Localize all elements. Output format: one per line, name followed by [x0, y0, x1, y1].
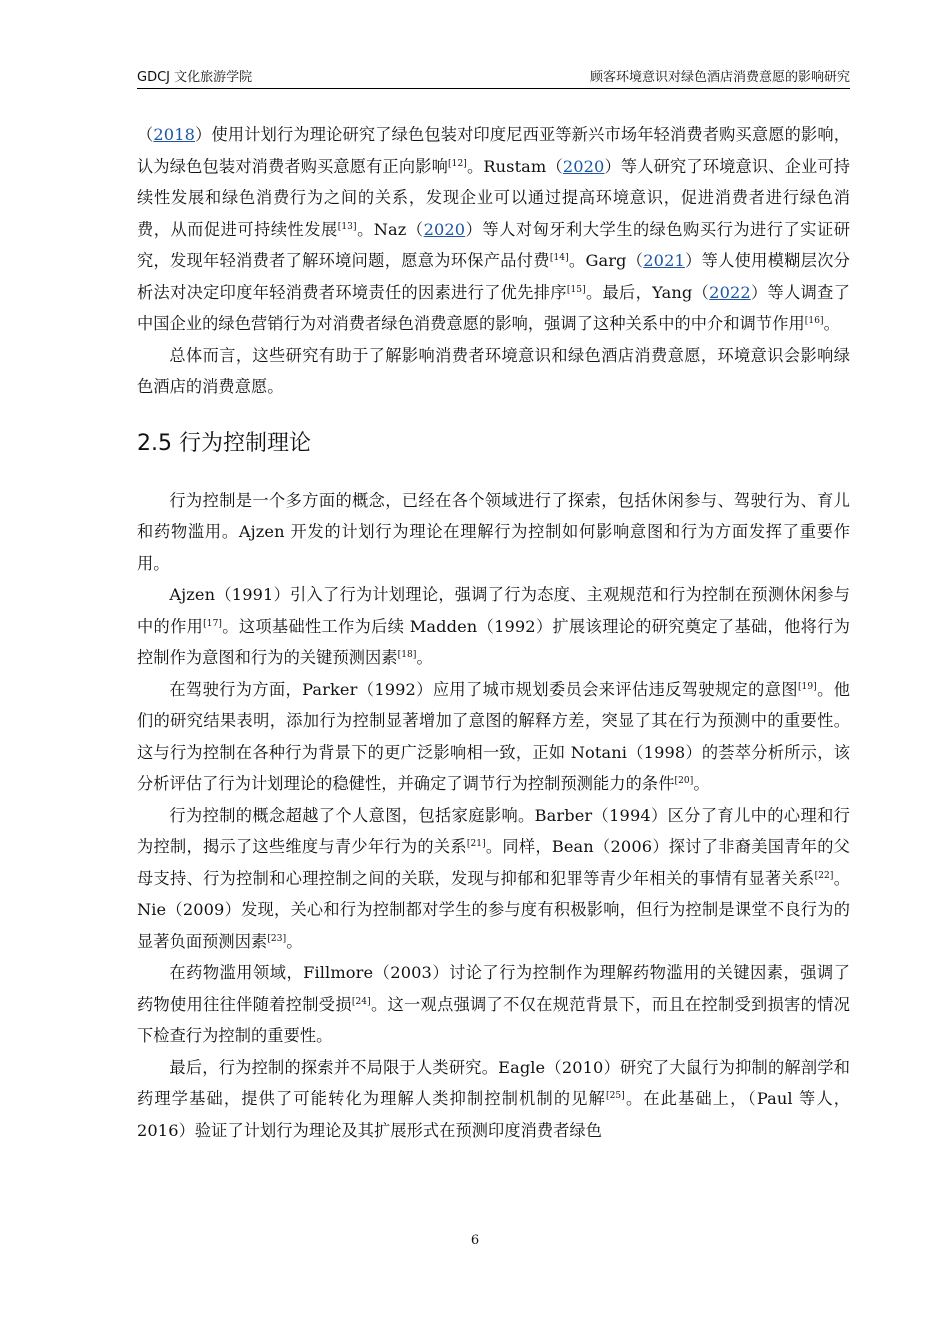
paragraph-7 — [137, 957, 850, 1052]
citation-link-2020a[interactable]: 2020 — [562, 156, 605, 176]
citation-link-2018[interactable]: 2018 — [153, 125, 195, 144]
citation-link-2021[interactable]: 2021 — [643, 251, 685, 270]
reference-14: [14] — [549, 253, 569, 263]
reference-22: [22] — [814, 870, 834, 881]
reference-18: [18] — [397, 650, 417, 660]
text: ）等人使用模糊层次分析法对决定印度年轻消费者环境责任的因素进行了优先排序 — [137, 251, 851, 302]
paragraph-3: 行为控制是一个多方面的概念，已经在各个领域进行了探索，包括休闲参与、驾驶行为、育儿和药物滥用。Ajzen 开发的计划行为理论在理解行为控制如何影响意图和行为方面发挥了重要作用。 — [137, 490, 850, 573]
text: 。 — [823, 314, 840, 333]
text: （ — [137, 125, 154, 144]
text: 在驾驶行为方面，Parker（1992）应用了城市规划委员会来评估违反驾驶规定的意图 — [169, 679, 798, 699]
reference-19: [19] — [797, 681, 817, 692]
text: ）等人对匈牙利大学生的绿色购买行为进行了实证研究，发现年轻消费者了解环境问题，愿意为环保产品付费 — [137, 219, 850, 270]
text: 。Nie（2009）发现，关心和行为控制都对学生的参与度有积极影响，但行为控制是课堂不良行为的显著负面预测因素 — [137, 868, 850, 951]
text: 。Garg（ — [568, 251, 644, 270]
paragraph-2: 总体而言，这些研究有助于了解影响消费者环境意识和绿色酒店消费意愿，环境意识会影响绿色酒店的消费意愿。 — [137, 345, 850, 396]
text: 。最后，Yang（ — [585, 282, 710, 302]
reference-12: [12] — [448, 158, 467, 169]
reference-25: [25] — [606, 1091, 625, 1101]
text: 。同样，Bean（2006）探讨了非裔美国青年的父母支持、行为控制和心理控制之间的关联，发现与抑郁和犯罪等青少年相关的事情有显著关系 — [137, 837, 851, 888]
text: 行为控制的概念超越了个人意图，包括家庭影响。Barber（1994）区分了育儿中的心理和行为控制，揭示了这些维度与青少年行为的关系 — [137, 805, 850, 856]
text: 。这一观点强调了不仅在规范背景下，而且在控制受到损害的情况下检查行为控制的重要性。 — [137, 994, 850, 1045]
text: Ajzen（1991）引入了行为计划理论，强调了行为态度、主观规范和行为控制在预测休闲参与中的作用 — [137, 585, 850, 636]
text: 。他们的研究结果表明，添加行为控制显著增加了意图的解释方差，突显了其在行为预测中的重要性。这与行为控制在各种行为背景下的更广泛影响相一致，正如 Notani（1998）的荟萃分析所示，该分析评估了行为计划理论的稳健性，并确定了调节行为控制预测能力的条件 — [137, 679, 851, 793]
reference-23: [23] — [267, 933, 287, 944]
reference-17: [17] — [203, 618, 223, 629]
section-heading: 2.5 行为控制理论 — [137, 430, 311, 456]
text: 。这项基础性工作为后续 Madden（1992）扩展该理论的研究奠定了基础，他将行为控制作为意图和行为的关键预测因素 — [137, 616, 850, 667]
page-body — [137, 119, 850, 1146]
text: 最后，行为控制的探索并不局限于人类研究。Eagle（2010）研究了大鼠行为抑制的解剖学和药理学基础，提供了可能转化为理解人类抑制控制机制的见解 — [137, 1057, 850, 1108]
reference-16: [16] — [804, 316, 824, 326]
text: 。 — [286, 931, 303, 951]
page-header — [137, 66, 850, 89]
page-number: 6 — [470, 1233, 480, 1248]
text: 。 — [693, 774, 710, 793]
text: 。在此基础上，（Paul 等人，2016）验证了计划行为理论及其扩展形式在预测印度消费者绿色 — [137, 1089, 850, 1140]
reference-20: [20] — [674, 776, 694, 786]
paragraph-5 — [137, 674, 850, 800]
text: 。Rustam（ — [466, 156, 563, 176]
header-institution: GDCJ 文化旅游学院 — [137, 70, 253, 85]
paragraph-1 — [137, 119, 850, 340]
reference-13: [13] — [337, 221, 357, 232]
text: 在药物滥用领域，Fillmore（2003）讨论了行为控制作为理解药物滥用的关键因素，强调了药物使用往往伴随着控制受损 — [137, 963, 850, 1014]
header-thesis-title: 顾客环境意识对绿色酒店消费意愿的影响研究 — [589, 70, 850, 85]
text: ）等人调查了中国企业的绿色营销行为对消费者绿色消费意愿的影响，强调了这种关系中的中介和调节作用 — [137, 282, 850, 333]
reference-21: [21] — [466, 839, 486, 849]
text: ）使用计划行为理论研究了绿色包装对印度尼西亚等新兴市场年轻消费者购买意愿的影响，认为绿色包装对消费者购买意愿有正向影响 — [137, 125, 851, 176]
text: ）等人研究了环境意识、企业可持续性发展和绿色消费行为之间的关系，发现企业可以通过提高环境意识，促进消费者进行绿色消费，从而促进可持续性发展 — [137, 156, 850, 239]
text: 。 — [416, 648, 433, 667]
reference-24: [24] — [351, 996, 371, 1007]
text: 。Naz（ — [356, 219, 424, 239]
paragraph-4 — [137, 579, 850, 674]
paragraph-8 — [137, 1052, 850, 1147]
citation-link-2022[interactable]: 2022 — [709, 282, 751, 302]
paragraph-6 — [137, 800, 850, 958]
reference-15: [15] — [566, 284, 586, 295]
citation-link-2020b[interactable]: 2020 — [423, 219, 466, 239]
